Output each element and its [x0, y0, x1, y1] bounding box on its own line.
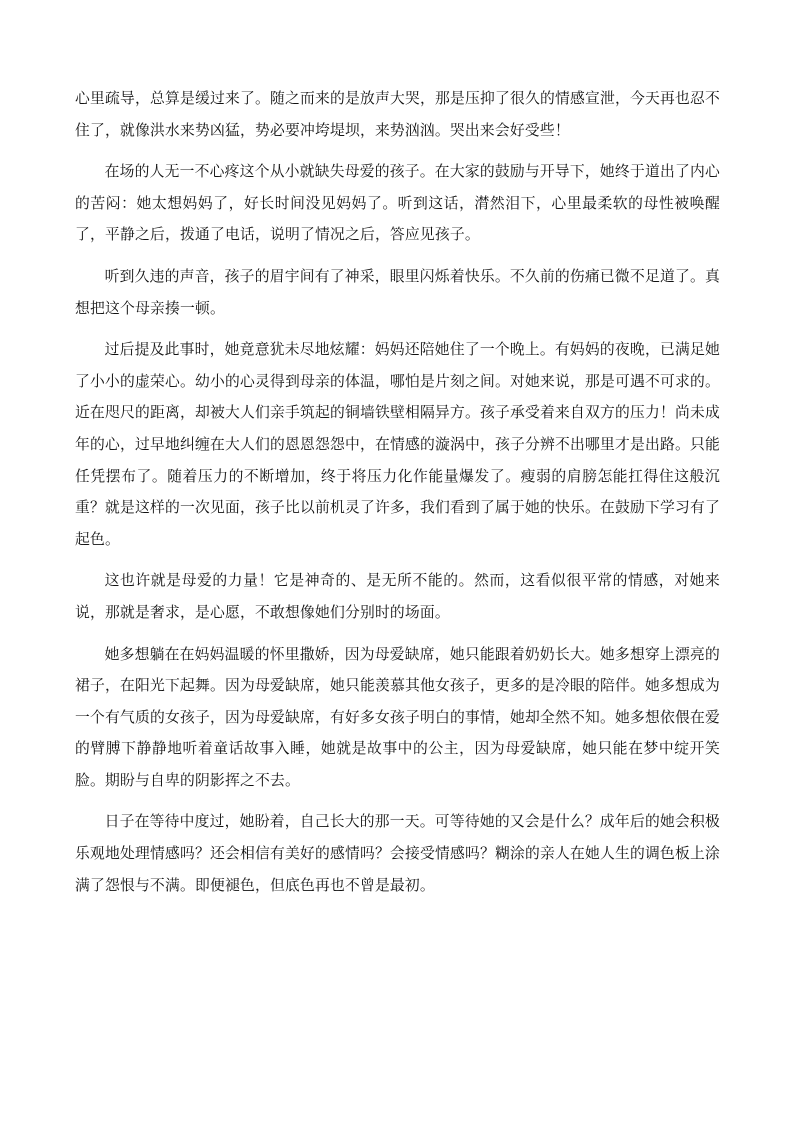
paragraph: 在场的人无一不心疼这个从小就缺失母爱的孩子。在大家的鼓励与开导下，她终于道出了内心的苦闷：她太想妈妈了，好长时间没见妈妈了。听到这话，潸然泪下，心里最柔软的母性被唤醒了，平静之后，拨通了电话，说明了情况之后，答应见孩子。 [75, 163, 720, 244]
paragraph: 日子在等待中度过，她盼着，自己长大的那一天。可等待她的又会是什么？成年后的她会积极乐观地处理情感吗？还会相信有美好的感情吗？会接受情感吗？糊涂的亲人在她人生的调色板上涂满了怨恨与不满。即便褪色，但底色再也不曾是最初。 [75, 813, 720, 894]
article-body [75, 83, 720, 911]
paragraph: 听到久违的声音，孩子的眉宇间有了神采，眼里闪烁着快乐。不久前的伤痛已微不足道了。真想把这个母亲揍一顿。 [75, 267, 720, 317]
paragraph: 心里疏导，总算是缓过来了。随之而来的是放声大哭，那是压抑了很久的情感宣泄，今天再也忍不住了，就像洪水来势凶猛，势必要冲垮堤坝，来势汹汹。哭出来会好受些！ [75, 90, 720, 139]
paragraph: 她多想躺在在妈妈温暖的怀里撒娇，因为母爱缺席，她只能跟着奶奶长大。她多想穿上漂亮的裙子，在阳光下起舞。因为母爱缺席，她只能羡慕其他女孩子，更多的是冷眼的陪伴。她多想成为一个有气质的女孩子，因为母爱缺席，有好多女孩子明白的事情，她却全然不知。她多想依偎在爱的臂膊下静静地听着童话故事入睡，她就是故事中的公主，因为母爱缺席，她只能在梦中绽开笑脸。期盼与自卑的阴影挥之不去。 [75, 645, 720, 789]
paragraph: 过后提及此事时，她竟意犹未尽地炫耀：妈妈还陪她住了一个晚上。有妈妈的夜晚，已满足她了小小的虚荣心。幼小的心灵得到母亲的体温，哪怕是片刻之间。对她来说，那是可遇不可求的。近在咫尺的距离，却被大人们亲手筑起的铜墙铁壁相隔异方。孩子承受着来自双方的压力！尚未成年的心，过早地纠缠在大人们的恩恩怨怨中，在情感的漩涡中，孩子分辨不出哪里才是出路。只能任凭摆布了。随着压力的不断增加，终于将压力化作能量爆发了。瘦弱的肩膀怎能扛得住这般沉重？就是这样的一次见面，孩子比以前机灵了许多，我们看到了属于她的快乐。在鼓励下学习有了起色。 [75, 341, 720, 548]
paragraph: 这也许就是母爱的力量！它是神奇的、是无所不能的。然而，这看似很平常的情感，对她来说，那就是奢求，是心愿，不敢想像她们分别时的场面。 [75, 572, 720, 621]
